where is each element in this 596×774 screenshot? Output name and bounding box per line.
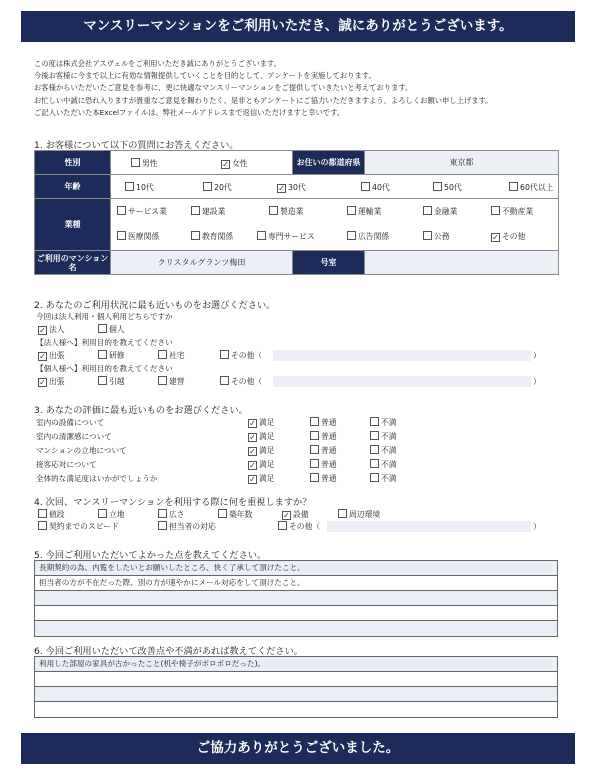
checkbox-icon[interactable] [158,350,167,359]
checkbox-icon[interactable]: ✓ [39,378,46,387]
gender-label: 性別 [35,151,111,175]
option-q2-corp_options-0[interactable] [38,350,65,361]
rating-option-label: 不満 [381,418,397,427]
option-q1-age_options-4[interactable] [433,182,462,193]
rating-option-label: 普通 [321,446,337,455]
checkbox-icon[interactable] [191,231,200,240]
rating-option-label: 普通 [321,474,337,483]
checkbox-icon[interactable] [310,417,319,426]
rating-row-label: マンションの立地について [36,446,127,455]
checkbox-icon[interactable] [491,206,500,215]
customer-info-table [34,150,559,275]
checkbox-icon[interactable] [257,231,266,240]
option-q4-row1-3[interactable] [218,509,252,520]
rating-option-label: 不満 [381,474,397,483]
option-label: 50代 [444,183,462,192]
checkbox-icon[interactable]: ✓ [39,352,46,361]
option-label: その他 [502,232,526,241]
close-paren: ） [533,522,541,531]
checkbox-icon[interactable] [361,182,370,191]
answer-line[interactable] [35,702,557,717]
checkbox-icon[interactable] [347,231,356,240]
q5-answer-box[interactable] [34,560,558,637]
mansion-label: ご利用のマンション名 [35,251,111,275]
checkbox-icon[interactable] [310,445,319,454]
option-label: その他（ [231,351,263,360]
option-q4-row1-5[interactable] [338,509,380,520]
rating-option-label: 満足 [259,460,275,469]
q3-title: 3. あなたの評価に最も近いものをお選びください。 [34,405,248,416]
option-label: 金融業 [434,207,458,216]
option-q4-row1-2[interactable] [158,509,185,520]
checkbox-icon[interactable] [347,206,356,215]
rating-option-label: 普通 [321,460,337,469]
q5-title: 5. 今回ご利用いただいてよかった点を教えてください。 [34,550,267,561]
prefecture-field[interactable]: 東京都 [365,151,559,175]
option-q1-industry_row1-1[interactable] [191,206,225,217]
checkbox-icon[interactable] [38,521,47,530]
intro-line: お客様からいただいたご意見を参考に、更に快適なマンスリーマンションをご提供していきたいと考えております。 [34,83,413,93]
close-paren: ） [533,351,541,360]
checkbox-icon[interactable] [131,158,140,167]
footer-title: ご協力ありがとうございました。 [196,740,400,756]
rating-option[interactable] [370,445,397,456]
option-q4-row1-0[interactable] [38,509,65,520]
option-q1-industry_row2-5[interactable] [491,231,525,242]
checkbox-icon[interactable] [125,182,134,191]
q1-title: 1. お客様について以下の質問にお答えください。 [34,140,239,151]
option-label: 築年数 [229,510,253,519]
checkbox-icon[interactable] [220,350,229,359]
option-label: 教育関係 [202,232,234,241]
option-label: 製造業 [280,207,304,216]
rating-option[interactable] [370,431,397,442]
checkbox-icon[interactable] [433,182,442,191]
checkbox-icon[interactable] [278,521,287,530]
checkbox-icon[interactable]: ✓ [249,433,256,442]
rating-option-label: 満足 [259,446,275,455]
option-label: 医療関係 [128,232,160,241]
close-paren: ） [533,377,541,386]
option-q1-industry_row2-2[interactable] [257,231,315,242]
option-label: 女性 [232,159,248,168]
checkbox-icon[interactable] [191,206,200,215]
option-label: 専門サービス [268,232,315,241]
option-label: 建替 [169,377,185,386]
option-q1-industry_row1-0[interactable] [117,206,167,217]
option-label: 広さ [169,510,185,519]
option-label: 広告関係 [358,232,390,241]
checkbox-icon[interactable] [310,473,319,482]
option-q1-industry_row1-4[interactable] [423,206,457,217]
option-label: 研修 [109,351,125,360]
option-q2-personal_options-1[interactable] [98,376,125,387]
checkbox-icon[interactable]: ✓ [222,160,229,169]
rating-option-label: 満足 [259,474,275,483]
checkbox-icon[interactable] [158,376,167,385]
checkbox-icon[interactable] [158,521,167,530]
rating-option-label: 不満 [381,432,397,441]
checkbox-icon[interactable]: ✓ [278,184,285,193]
footer-banner [21,733,575,764]
rating-option[interactable] [310,417,337,428]
option-q4-row2-2[interactable] [278,521,320,532]
option-label: 10代 [136,183,154,192]
personal-other-field[interactable] [273,376,531,387]
checkbox-icon[interactable] [98,376,107,385]
rating-option[interactable] [248,431,275,442]
checkbox-icon[interactable]: ✓ [492,233,499,242]
prefecture-label: お住いの都道府県 [293,151,365,175]
checkbox-icon[interactable] [310,431,319,440]
room-label: 号室 [293,251,365,275]
rating-option[interactable] [248,445,275,456]
checkbox-icon[interactable]: ✓ [249,461,256,470]
option-label: 周辺環境 [349,510,381,519]
intro-line: お忙しい中誠に恐れ入りますが貴重なご意見を賜わりたく、是非ともアンケートにご協力いただきますよう、よろしくお願い申し上げます。 [34,95,493,105]
option-q2-personal_options-3[interactable] [220,376,262,387]
option-q4-row2-0[interactable] [38,521,119,532]
option-label: 60代以上 [520,183,554,192]
option-q2-personal_options-2[interactable] [158,376,185,387]
checkbox-icon[interactable] [370,473,379,482]
checkbox-icon[interactable]: ✓ [39,326,46,335]
option-q1-gender_options-0[interactable] [131,158,158,169]
checkbox-icon[interactable] [423,206,432,215]
option-q4-row1-1[interactable] [98,509,125,520]
option-label: 担当者の対応 [169,522,216,531]
answer-line[interactable] [35,687,557,702]
option-q2-corp_options-1[interactable] [98,350,125,361]
industry-label: 業種 [35,199,111,251]
option-label: 公務 [434,232,450,241]
option-label: 運輸業 [358,207,382,216]
option-label: 法人 [49,325,65,334]
answer-line[interactable] [35,621,557,636]
rating-option[interactable] [310,431,337,442]
rating-option[interactable] [248,417,275,428]
option-q1-age_options-0[interactable] [125,182,154,193]
checkbox-icon[interactable] [338,509,347,518]
q6-title: 6. 今回ご利用いただいて改善点や不満があれば教えてください。 [34,646,303,657]
option-label: その他（ [231,377,263,386]
checkbox-icon[interactable] [117,231,126,240]
checkbox-icon[interactable] [98,350,107,359]
option-label: 値段 [49,510,65,519]
rating-option[interactable] [370,473,397,484]
q4-other-field[interactable] [327,521,531,532]
rating-option[interactable] [248,473,275,484]
option-q2-usage_options-0[interactable] [38,324,65,335]
checkbox-icon[interactable]: ✓ [249,447,256,456]
q2-usage-question: 今回は法人利用・個人利用どちらですか [36,312,173,321]
option-q2-personal_options-0[interactable] [38,376,65,387]
option-q1-industry_row2-3[interactable] [347,231,389,242]
checkbox-icon[interactable] [158,509,167,518]
intro-text [34,58,574,119]
option-label: 引越 [109,377,125,386]
checkbox-icon[interactable] [117,206,126,215]
answer-line[interactable]: 利用した部屋の家具が古かったこと(机や椅子がボロボロだった)。 [35,657,557,672]
option-q1-industry_row2-4[interactable] [423,231,450,242]
option-q4-row1-4[interactable] [282,509,309,520]
corp-other-field[interactable] [273,350,531,361]
checkbox-icon[interactable] [203,182,212,191]
rating-option[interactable] [310,473,337,484]
q2-title: 2. あなたのご利用状況に最も近いものをお選びください。 [34,300,276,311]
answer-line[interactable]: 長期契約の為、内覧をしたいとお願いしたところ、快く了承して頂けたこと。 [35,561,557,576]
option-q1-industry_row1-2[interactable] [269,206,303,217]
rating-option[interactable] [370,459,397,470]
room-field[interactable] [365,251,559,275]
intro-line: この度は株式会社アスヴェルをご利用いただき誠にありがとうございます。 [34,59,281,68]
option-label: 設備 [293,510,309,519]
option-label: 30代 [288,183,306,192]
option-q1-industry_row1-5[interactable] [491,206,533,217]
option-label: サービス業 [128,207,167,216]
rating-option-label: 普通 [321,418,337,427]
option-q1-industry_row2-1[interactable] [191,231,233,242]
rating-option-label: 普通 [321,432,337,441]
option-q1-age_options-5[interactable] [509,182,553,193]
checkbox-icon[interactable] [310,459,319,468]
checkbox-icon[interactable] [370,431,379,440]
rating-option-label: 不満 [381,460,397,469]
option-q2-corp_options-3[interactable] [220,350,262,361]
option-label: 出張 [49,377,65,386]
option-label: 立地 [109,510,125,519]
rating-option[interactable] [248,459,275,470]
option-q1-gender_options-1[interactable] [221,158,248,169]
option-label: 40代 [372,183,390,192]
header-title: マンスリーマンションをご利用いただき、誠にありがとうございます。 [83,18,513,34]
option-label: 20代 [214,183,232,192]
checkbox-icon[interactable] [370,445,379,454]
rating-row-label: 室内の清潔感について [36,432,112,441]
option-label: 建設業 [202,207,226,216]
rating-row-label: 全体的な満足度はいかがでしょうか [36,474,158,483]
checkbox-icon[interactable] [38,509,47,518]
q2-personal-question: 【個人様へ】利用目的を教えてください [36,364,173,373]
checkbox-icon[interactable] [220,376,229,385]
option-label: その他（ [289,522,321,531]
rating-row-label: 接客応対について [36,460,97,469]
answer-line[interactable]: 担当者の方が不在だった際、別の方が速やかにメール対応をして頂けたこと。 [35,576,557,591]
header-banner [21,11,575,42]
checkbox-icon[interactable]: ✓ [283,511,290,520]
checkbox-icon[interactable] [269,206,278,215]
option-q1-industry_row1-3[interactable] [347,206,381,217]
rating-option[interactable] [310,459,337,470]
rating-option-label: 不満 [381,446,397,455]
answer-line[interactable] [35,606,557,621]
rating-row-label: 室内の設備について [36,418,105,427]
checkbox-icon[interactable] [423,231,432,240]
rating-option[interactable] [370,417,397,428]
mansion-field[interactable]: クリスタルグランツ梅田 [111,251,293,275]
option-q1-age_options-2[interactable] [277,182,306,193]
checkbox-icon[interactable] [98,324,107,333]
option-label: 出張 [49,351,65,360]
option-label: 個人 [109,325,125,334]
checkbox-icon[interactable] [509,182,518,191]
answer-line[interactable] [35,591,557,606]
option-q2-usage_options-1[interactable] [98,324,125,335]
option-q1-age_options-1[interactable] [203,182,232,193]
intro-line: ご記入いただいた本Excelファイルは、弊社メールアドレスまで返信いただけますと幸いです。 [34,107,345,117]
q2-corp-question: 【法人様へ】利用目的を教えてください [36,338,173,347]
checkbox-icon[interactable]: ✓ [249,475,256,484]
option-q1-age_options-3[interactable] [361,182,390,193]
option-q1-industry_row2-0[interactable] [117,231,159,242]
answer-line[interactable] [35,672,557,687]
option-label: 契約までのスピード [49,522,119,531]
checkbox-icon[interactable] [218,509,227,518]
intro-line: 今後お客様に今まで以上に有効な情報提供していくことを目的として、アンケートを実施しております。 [34,71,376,81]
checkbox-icon[interactable] [370,417,379,426]
option-q2-corp_options-2[interactable] [158,350,185,361]
age-label: 年齢 [35,175,111,199]
option-label: 男性 [142,159,158,168]
checkbox-icon[interactable]: ✓ [249,419,256,428]
q6-answer-box[interactable] [34,656,558,718]
checkbox-icon[interactable] [370,459,379,468]
option-label: 不動産業 [502,207,534,216]
rating-option-label: 満足 [259,418,275,427]
q4-title: 4. 次回、マンスリーマンションを利用する際に何を重視しますか？ [34,497,312,508]
option-q4-row2-1[interactable] [158,521,216,532]
option-label: 社宅 [169,351,185,360]
checkbox-icon[interactable] [98,509,107,518]
rating-option-label: 満足 [259,432,275,441]
rating-option[interactable] [310,445,337,456]
